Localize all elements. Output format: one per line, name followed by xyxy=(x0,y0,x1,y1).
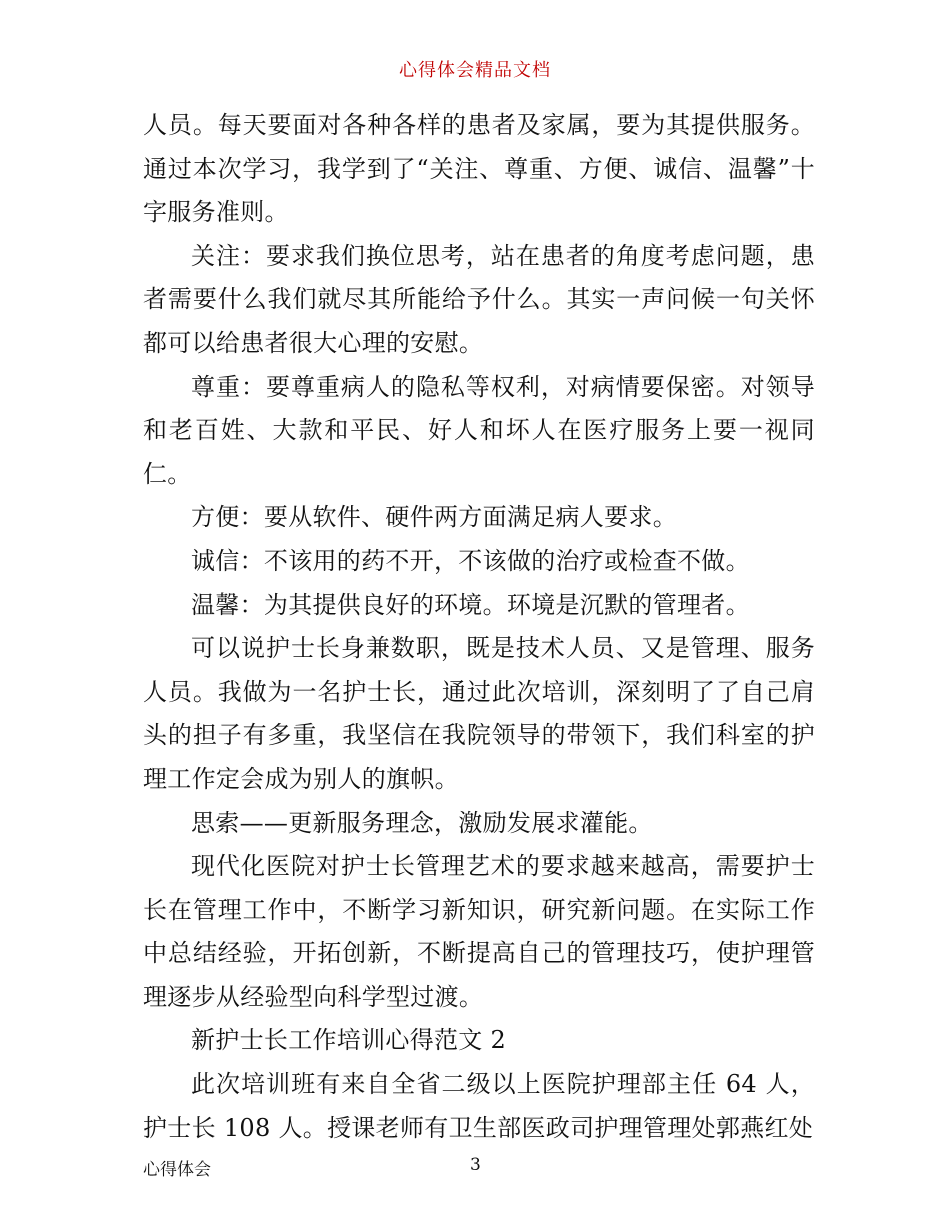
paragraph-10: 此次培训班有来自全省二级以上医院护理部主任 64 人，护士长 108 人。授课老师有卫生部医政司护理管理处郭燕红处 xyxy=(143,1070,815,1142)
page-number: 3 xyxy=(470,1155,481,1175)
paragraph-3: 尊重：要尊重病人的隐私等权利，对病情要保密。对领导和老百姓、大款和平民、好人和坏人在医疗服务上要一视同仁。 xyxy=(143,372,815,488)
page-header-title: 心得体会精品文档 xyxy=(399,60,551,81)
paragraph-7: 可以说护士长身兼数职，既是技术人员、又是管理、服务人员。我做为一名护士长，通过此次培训，深刻明了了自己肩头的担子有多重，我坚信在我院领导的带领下，我们科室的护理工作定会成为别人的旗帜。 xyxy=(143,634,815,793)
paragraph-6: 温馨：为其提供良好的环境。环境是沉默的管理者。 xyxy=(191,590,750,619)
paragraph-8: 思索——更新服务理念，激励发展求灌能。 xyxy=(191,808,653,837)
paragraph-2: 关注：要求我们换位思考，站在患者的角度考虑问题，患者需要什么我们就尽其所能给予什么。其实一声问候一句关怀都可以给患者很大心理的安慰。 xyxy=(143,241,815,357)
paragraph-5: 诚信：不该用的药不开，不该做的治疗或检查不做。 xyxy=(191,546,750,575)
document-body xyxy=(143,104,815,1150)
paragraph-4: 方便：要从软件、硬件两方面满足病人要求。 xyxy=(191,503,677,532)
paragraph-9: 现代化医院对护士长管理艺术的要求越来越高，需要护士长在管理工作中，不断学习新知识，研究新问题。在实际工作中总结经验，开拓创新，不断提高自己的管理技巧，使护理管理逐步从经验型向科学型过渡。 xyxy=(143,852,815,1011)
footer-label: 心得体会 xyxy=(143,1160,211,1180)
paragraph-1: 人员。每天要面对各种各样的患者及家属，要为其提供服务。通过本次学习，我学到了“关注、尊重、方便、诚信、温馨”十字服务准则。 xyxy=(143,111,815,227)
section-heading: 新护士长工作培训心得范文 2 xyxy=(191,1026,507,1055)
